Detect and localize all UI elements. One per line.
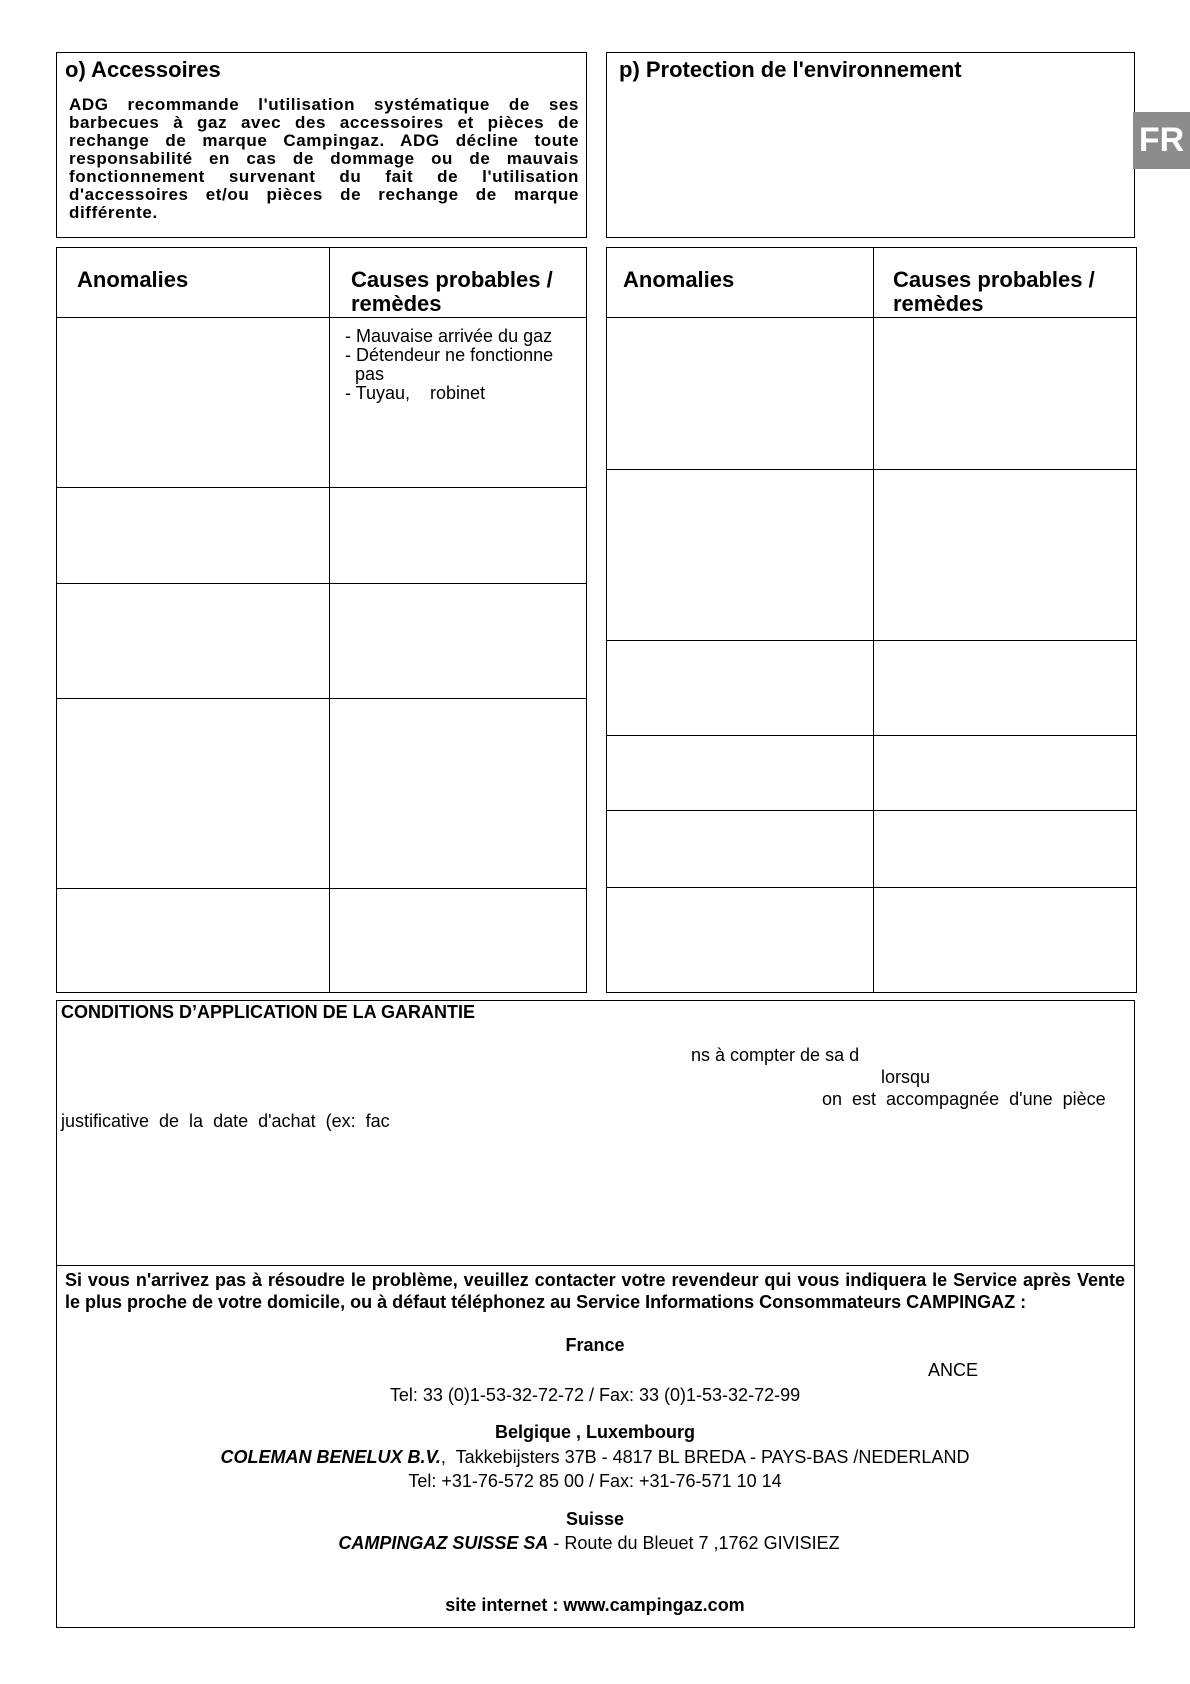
table-row-line [57,888,586,889]
environnement-section [606,52,1135,238]
language-tab: FR [1133,112,1190,169]
section-divider [57,1265,1134,1266]
garantie-fragment: lorsqu [881,1067,931,1087]
cause-line: - Détendeur ne fonctionne [345,345,554,365]
garantie-fragment: ns à compter de sa d [691,1045,860,1065]
suisse-heading: Suisse [565,1509,625,1529]
header-causes: Causes probables / remèdes [351,267,553,316]
garantie-fragment: justificative de la date d'achat (ex: fac [61,1111,390,1131]
suisse-company: CAMPINGAZ SUISSE SA [338,1533,549,1553]
header-anomalies: Anomalies [77,267,189,292]
france-heading: France [565,1335,625,1355]
suisse-address: - Route du Bleuet 7 ,1762 GIVISIEZ [548,1533,840,1553]
garantie-fragment: on est accompagnée d'une pièce [822,1089,1106,1109]
header-anomalies: Anomalies [623,267,735,292]
table-divider [329,248,330,992]
table-row-line [607,640,1136,641]
troubleshooting-table-right [606,247,1137,993]
table-header-line [57,317,586,318]
table-divider [873,248,874,992]
cause-line: - Mauvaise arrivée du gaz [345,326,553,346]
benelux-address-line [57,1447,1133,1468]
accessoires-text: ADG recommande l'utilisation systématique de ses barbecues à gaz avec des accessoires et pièces de rechange de marque Campingaz. ADG décline toute responsabilité en cas de dommage ou de mauvais fonctionnement survenant du fait de l'utilisation d'accessoires et/ou pièces de rechange de marque différente. [69,95,579,222]
garantie-title: CONDITIONS D’APPLICATION DE LA GARANTIE [61,1002,475,1022]
france-tel: Tel: 33 (0)1-53-32-72-72 / Fax: 33 (0)1-53-32-72-99 [389,1385,801,1405]
benelux-tel: Tel: +31-76-572 85 00 / Fax: +31-76-571 10 14 [408,1471,782,1491]
table-row-line [57,698,586,699]
garantie-section [56,1000,1135,1628]
benelux-address: , Takkebijsters 37B - 4817 BL BREDA - PAYS-BAS /NEDERLAND [440,1447,970,1467]
benelux-heading: Belgique , Luxembourg [494,1422,695,1442]
accessoires-title: o) Accessoires [65,57,221,82]
table-row-line [57,487,586,488]
table-header-line [607,317,1136,318]
troubleshooting-table-left [56,247,587,993]
table-row-line [607,810,1136,811]
cause-line: - Tuyau, robinet [345,383,486,403]
contact-intro: Si vous n'arrivez pas à résoudre le problème, veuillez contacter votre revendeur qui vous indiquera le Service après Vente le plus proche de votre domicile, ou à défaut téléphonez au Service Informations Consommateurs CAMPINGAZ : [65,1270,1125,1312]
benelux-company: COLEMAN BENELUX B.V. [220,1447,441,1467]
accessoires-section [56,52,587,238]
table-row-line [607,469,1136,470]
suisse-address-line [51,1533,1127,1554]
environnement-title: p) Protection de l'environnement [619,57,962,82]
header-causes: Causes probables / remèdes [893,267,1095,316]
website-link[interactable]: site internet : www.campingaz.com [445,1595,745,1615]
table-row-line [607,735,1136,736]
france-fragment: ANCE [928,1360,979,1380]
cause-line: pas [345,364,385,384]
table-row-line [57,583,586,584]
table-row-line [607,887,1136,888]
